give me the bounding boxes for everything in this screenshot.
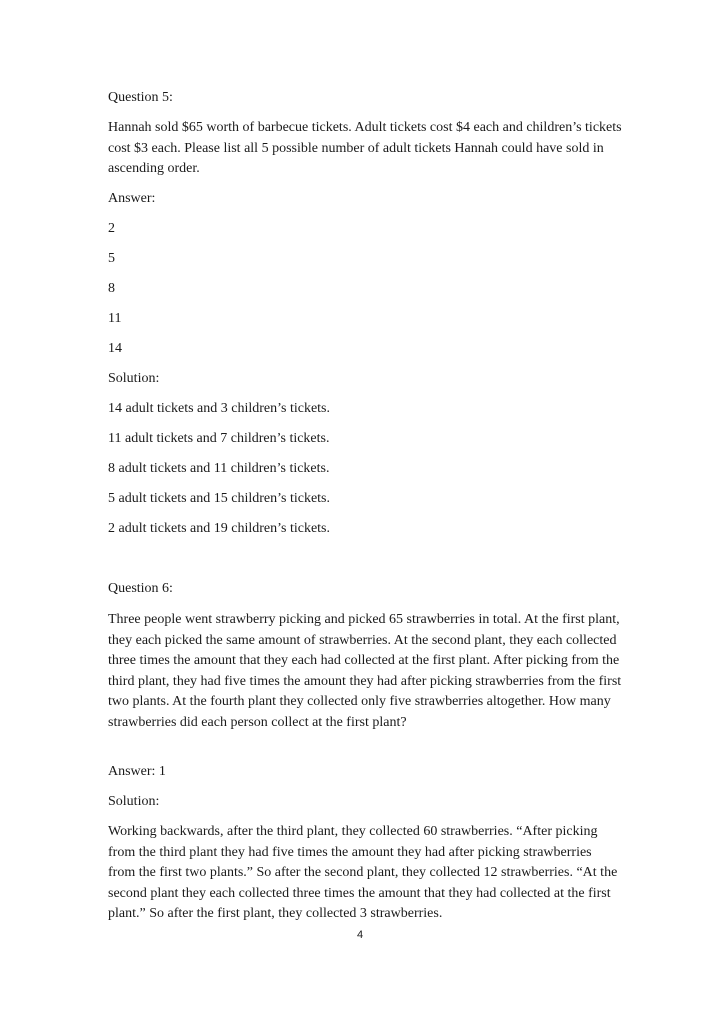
question-6-problem: Three people went strawberry picking and picked 65 strawberries in total. At the first plant, they each picked the same amount of strawberries. At the second plant, they each collected three times the amount that they each had collected at the first plant. After picking from the third plant, they had five times the amount they had after picking strawberries from the first two plants. At the fourth plant they collected only five strawberries altogether. How many strawberries did each person collect at the first plant? xyxy=(108,612,622,730)
answer-item: 14 xyxy=(108,341,122,356)
solution-line: 11 adult tickets and 7 children’s tickets. xyxy=(108,431,330,446)
answer-item: 2 xyxy=(108,221,115,236)
answer-item: 11 xyxy=(108,311,122,326)
question-6-answer: Answer: 1 xyxy=(108,764,166,779)
question-5-heading: Question 5: xyxy=(108,90,173,105)
page-number: 4 xyxy=(356,929,364,941)
question-6-solution: Working backwards, after the third plant, they collected 60 strawberries. “After picking from the third plant they had five times the amount they had after picking strawberries from the first two plants.” So after the second plant, they collected 12 strawberries. “At the second plant they each collected three times the amount that they had collected at the first plant.” So after the first plant, they collected 3 strawberries. xyxy=(108,824,618,921)
question-5-solution-label: Solution: xyxy=(108,371,160,386)
question-6-solution-label: Solution: xyxy=(108,794,160,809)
answer-item: 8 xyxy=(108,281,115,296)
solution-line: 14 adult tickets and 3 children’s tickets. xyxy=(108,401,331,416)
solution-line: 5 adult tickets and 15 children’s tickets. xyxy=(108,491,331,506)
answer-item: 5 xyxy=(108,251,115,266)
question-5-problem: Hannah sold $65 worth of barbecue tickets. Adult tickets cost $4 each and children’s tickets cost $3 each. Please list all 5 possible number of adult tickets Hannah could have sold in ascending order. xyxy=(108,120,622,176)
solution-line: 2 adult tickets and 19 children’s tickets. xyxy=(108,521,331,536)
question-5-answer-label: Answer: xyxy=(108,191,156,206)
solution-line: 8 adult tickets and 11 children’s tickets. xyxy=(108,461,330,476)
question-6-heading: Question 6: xyxy=(108,581,173,596)
